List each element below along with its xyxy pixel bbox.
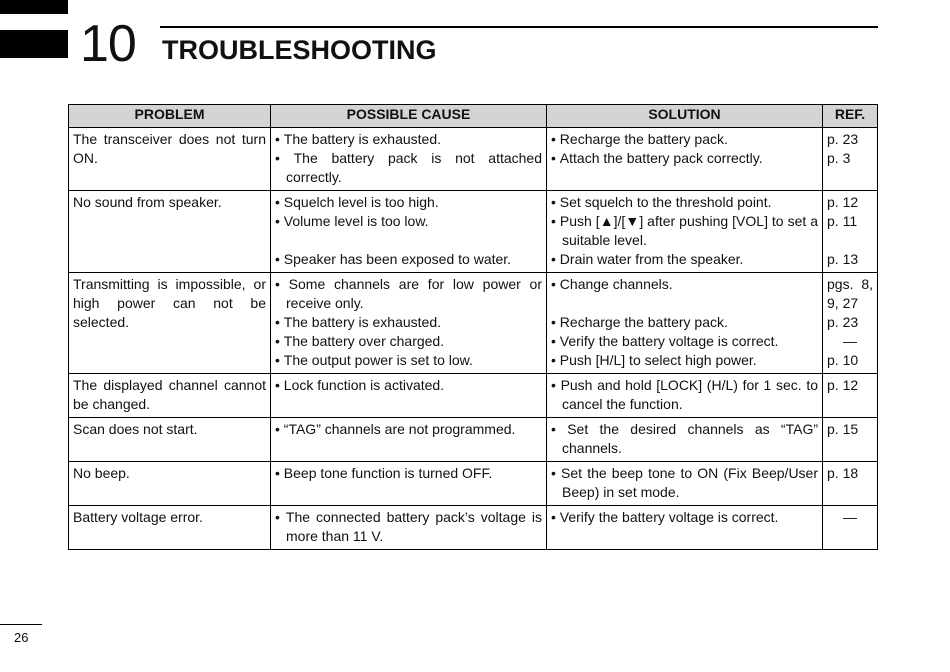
cause-item: • Squelch level is too high.	[275, 193, 542, 212]
ref-item: p. 13	[827, 251, 859, 267]
ref-item: p. 18	[827, 465, 859, 481]
solution-cell	[547, 273, 823, 374]
problem-cell: Transmitting is impossible, or high power can not be selected.	[69, 273, 271, 374]
column-header-cause: POSSIBLE CAUSE	[271, 105, 547, 128]
column-header-problem: PROBLEM	[69, 105, 271, 128]
table-row	[69, 418, 878, 462]
column-header-solution: SOLUTION	[547, 105, 823, 128]
cause-item: • “TAG” channels are not programmed.	[275, 420, 542, 439]
table-row	[69, 128, 878, 191]
cause-cell	[271, 506, 547, 550]
chapter-title: TROUBLESHOOTING	[162, 35, 437, 65]
chapter-tab-bar-top	[0, 0, 68, 14]
solution-item: • Push [H/L] to select high power.	[551, 351, 818, 370]
ref-item: —	[843, 509, 857, 525]
cause-cell	[271, 128, 547, 191]
cause-cell	[271, 191, 547, 273]
problem-cell: No beep.	[69, 462, 271, 506]
cause-cell	[271, 273, 547, 374]
problem-cell: The displayed channel cannot be changed.	[69, 374, 271, 418]
title-rule	[160, 26, 878, 28]
solution-cell	[547, 506, 823, 550]
solution-item: • Push and hold [LOCK] (H/L) for 1 sec. to cancel the function.	[551, 376, 818, 414]
solution-item: • Recharge the battery pack.	[551, 130, 818, 149]
cause-item: • The connected battery pack’s voltage is more than 11 V.	[275, 508, 542, 546]
ref-cell	[823, 462, 878, 506]
table-row	[69, 273, 878, 374]
table-row	[69, 374, 878, 418]
table-header-row	[69, 105, 878, 128]
solution-cell	[547, 462, 823, 506]
ref-cell	[823, 273, 878, 374]
ref-item: p. 23	[827, 314, 859, 330]
cause-cell	[271, 462, 547, 506]
solution-item: • Attach the battery pack correctly.	[551, 149, 818, 168]
table-row	[69, 191, 878, 273]
ref-item: p. 23	[827, 131, 859, 147]
cause-item: • The battery pack is not attached correctly.	[275, 149, 542, 187]
cause-item: • Beep tone function is turned OFF.	[275, 464, 542, 483]
problem-cell: The transceiver does not turn ON.	[69, 128, 271, 191]
cause-spacer	[275, 231, 542, 250]
column-header-ref: REF.	[823, 105, 878, 128]
solution-item: • Push [▲]/[▼] after pushing [VOL] to set a suitable level.	[551, 212, 818, 250]
solution-item: • Verify the battery voltage is correct.	[551, 332, 818, 351]
ref-cell	[823, 128, 878, 191]
solution-item: • Recharge the battery pack.	[551, 313, 818, 332]
chapter-number: 10	[80, 15, 136, 73]
cause-item: • Some channels are for low power or receive only.	[275, 275, 542, 313]
page-number: 26	[14, 630, 29, 645]
ref-spacer	[827, 231, 873, 250]
ref-item: p. 12	[827, 194, 859, 210]
cause-item: • The battery over charged.	[275, 332, 542, 351]
ref-item: p. 3	[827, 150, 851, 166]
cause-item: • Lock function is activated.	[275, 376, 542, 395]
ref-item: p. 15	[827, 421, 859, 437]
ref-item: p. 10	[827, 352, 859, 368]
ref-cell	[823, 506, 878, 550]
ref-item: pgs. 8, 9, 27	[827, 276, 873, 311]
problem-cell: Battery voltage error.	[69, 506, 271, 550]
solution-cell	[547, 191, 823, 273]
solution-item: • Verify the battery voltage is correct.	[551, 508, 818, 527]
cause-item: • The battery is exhausted.	[275, 313, 542, 332]
footer-rule	[0, 624, 42, 625]
solution-cell	[547, 128, 823, 191]
solution-spacer	[551, 294, 818, 313]
ref-item: p. 11	[827, 213, 858, 229]
table-row	[69, 462, 878, 506]
cause-item: • Speaker has been exposed to water.	[275, 250, 542, 269]
solution-cell	[547, 418, 823, 462]
cause-item: • The battery is exhausted.	[275, 130, 542, 149]
ref-cell	[823, 191, 878, 273]
table-row	[69, 506, 878, 550]
cause-cell	[271, 374, 547, 418]
cause-item: • The output power is set to low.	[275, 351, 542, 370]
problem-cell: Scan does not start.	[69, 418, 271, 462]
solution-item: • Change channels.	[551, 275, 818, 294]
solution-item: • Set squelch to the threshold point.	[551, 193, 818, 212]
problem-cell: No sound from speaker.	[69, 191, 271, 273]
cause-item: • Volume level is too low.	[275, 212, 542, 231]
solution-item: • Drain water from the speaker.	[551, 250, 818, 269]
cause-cell	[271, 418, 547, 462]
troubleshooting-table	[68, 104, 878, 550]
ref-item: p. 12	[827, 377, 859, 393]
chapter-tab-bar	[0, 30, 68, 58]
solution-item: • Set the desired channels as “TAG” channels.	[551, 420, 818, 458]
ref-cell	[823, 418, 878, 462]
solution-item: • Set the beep tone to ON (Fix Beep/User Beep) in set mode.	[551, 464, 818, 502]
ref-item: —	[843, 333, 857, 349]
solution-cell	[547, 374, 823, 418]
ref-cell	[823, 374, 878, 418]
